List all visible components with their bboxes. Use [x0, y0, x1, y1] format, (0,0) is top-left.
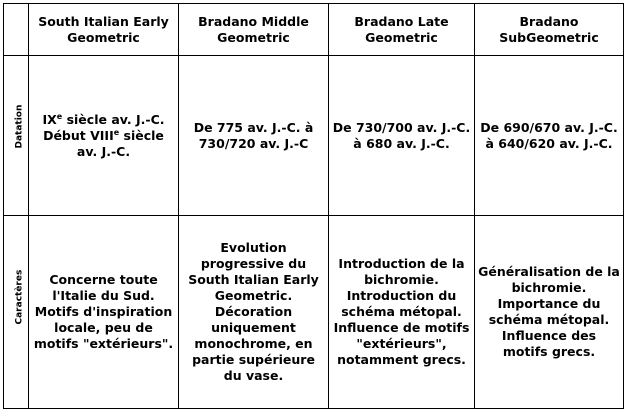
caracteres-label-cell [4, 216, 29, 409]
caracteres-cell-subgeometric: Généralisation de la bichromie. Importance du schéma métopal. Influence des motifs grecs. [475, 216, 624, 409]
datation-label: Datation [14, 104, 25, 148]
datation-cell-middle: De 775 av. J.-C. à 730/720 av. J.-C [179, 56, 329, 216]
header-bradano-middle-geometric: Bradano Middle Geometric [179, 4, 329, 56]
caracteres-cell-early: Concerne toute l'Italie du Sud. Motifs d'inspiration locale, peu de motifs "extérieurs". [29, 216, 179, 409]
datation-cell-subgeometric: De 690/670 av. J.-C. à 640/620 av. J.-C. [475, 56, 624, 216]
caracteres-row [4, 216, 624, 409]
period-table [3, 3, 624, 409]
header-bradano-late-geometric: Bradano Late Geometric [329, 4, 475, 56]
header-bradano-subgeometric: Bradano SubGeometric [475, 4, 624, 56]
header-row [4, 4, 624, 56]
datation-cell-early [29, 56, 179, 216]
caracteres-cell-middle: Evolution progressive du South Italian Early Geometric. Décoration uniquement monochrome, en partie supérieure du vase. [179, 216, 329, 409]
header-south-italian-early-geometric: South Italian Early Geometric [29, 4, 179, 56]
datation-cell-late: De 730/700 av. J.-C. à 680 av. J.-C. [329, 56, 475, 216]
datation-label-cell [4, 56, 29, 216]
datation-row [4, 56, 624, 216]
datation-early-line1: IXe siècle av. J.-C. [42, 111, 165, 127]
caracteres-cell-late: Introduction de la bichromie. Introduction du schéma métopal. Influence de motifs "extérieurs", notamment grecs. [329, 216, 475, 409]
corner-cell [4, 4, 29, 56]
datation-early-line2: Début VIIIe siècle av. J.-C. [43, 127, 164, 159]
caracteres-label: Caractères [14, 269, 25, 325]
